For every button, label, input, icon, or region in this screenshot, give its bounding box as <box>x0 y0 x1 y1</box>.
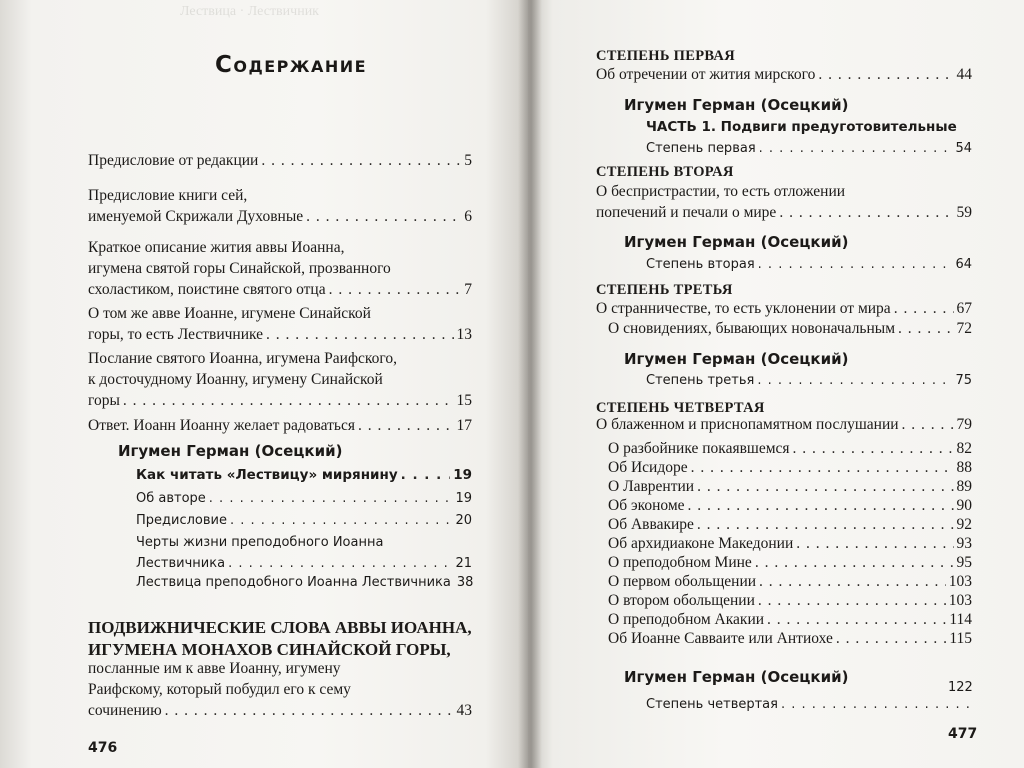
right-page <box>528 0 1024 768</box>
toc-entry[interactable] <box>596 181 972 223</box>
toc-subentry[interactable] <box>646 370 972 391</box>
toc-subentry[interactable] <box>608 628 972 649</box>
toc-page-number: 6 <box>464 208 472 225</box>
section-heading: СТЕПЕНЬ ПЕРВАЯ <box>596 48 735 64</box>
toc-page-number: 103 <box>948 592 972 609</box>
toc-entry[interactable] <box>88 415 472 436</box>
section-heading: СТЕПЕНЬ ТРЕТЬЯ <box>596 282 733 298</box>
toc-page-number: 90 <box>956 497 972 514</box>
toc-page-number: 115 <box>949 630 972 647</box>
toc-page-number: 59 <box>956 204 972 221</box>
toc-entry-text: схоластиком, поистине святого отца <box>88 281 326 298</box>
toc-subentry[interactable] <box>608 533 972 554</box>
section-heading: СТЕПЕНЬ ВТОРАЯ <box>596 164 734 180</box>
toc-entry[interactable] <box>88 237 472 300</box>
toc-subentry[interactable] <box>136 488 472 509</box>
toc-page-number: 88 <box>956 459 972 476</box>
toc-subentry[interactable] <box>136 465 472 486</box>
toc-page-number: 21 <box>455 556 472 571</box>
toc-entry-text: Степень первая <box>646 141 756 156</box>
toc-page-number: 43 <box>456 702 472 719</box>
toc-page-number: 93 <box>956 535 972 552</box>
toc-entry-text: Ответ. Иоанн Иоанну желает радоваться <box>88 417 355 434</box>
toc-entry-text: Предисловие <box>136 513 227 528</box>
toc-entry-text: Степень вторая <box>646 257 755 272</box>
toc-entry-text: Об авторе <box>136 491 206 506</box>
section-heading <box>88 617 472 661</box>
author-heading: Игумен Герман (Осецкий) <box>118 442 343 460</box>
toc-entry[interactable] <box>596 64 972 85</box>
toc-page-number: 17 <box>456 417 472 434</box>
toc-page-number: 75 <box>955 373 972 388</box>
book-gutter <box>518 0 542 768</box>
toc-subentry[interactable] <box>136 572 472 593</box>
toc-page-number: 15 <box>456 392 472 409</box>
toc-page-number: 54 <box>955 141 972 156</box>
toc-entry-text: Раифскому, который побудил его к сему <box>88 681 351 698</box>
toc-entry-text: О блаженном и приснопамятном послушании <box>596 416 899 433</box>
toc-entry-text: Черты жизни преподобного Иоанна <box>136 535 384 550</box>
toc-subentry[interactable] <box>136 532 472 574</box>
left-page: Лествица · Лествичник Содержание Предисловие от редакции . . . 5 Предисловие книги сей, именуемой Скрижали Духовные . . . 6 Краткое описание жития аввы Иоанна, игумена святой горы Синайской, прозванного схоластиком, поистине святого отца . . . 7 О том же авве Иоанне, игумене Синайской горы, то есть Лествичнике . . . 13 Послание святого Иоанна, игумена Раифского, к досточудному Иоанну, игумену Синайской горы . . . 15 Ответ. Иоанн Иоанну желает радоваться . . . 17 Игумен Герман (Осецкий) Как читать «Лествицу» мирянину . . . 19 Об авторе . . . 19 Предисловие . . . 20 Черты жизни преподобного Иоанна Лествичника . . . 21 Лествица преподобного Иоанна Лествичника 38 ПОДВИЖНИЧЕСКИЕ СЛОВА АВВЫ ИОАННА, ИГУМЕНА МОНАХОВ СИНАЙСКОЙ ГОРЫ, посланные им к авве Иоанну, игумену Раифскому, который побудил его к сему сочинению . . . 43 476 <box>0 0 528 768</box>
toc-subentry[interactable] <box>646 138 972 159</box>
page-title: Содержание <box>215 52 368 78</box>
toc-page-number: 82 <box>956 440 972 457</box>
toc-page-number: 64 <box>955 257 972 272</box>
toc-page-number: 89 <box>956 478 972 495</box>
toc-page-number: 122 <box>948 680 973 695</box>
author-heading: Игумен Герман (Осецкий) <box>624 350 849 368</box>
toc-entry-text: Степень четвертая <box>646 697 778 712</box>
toc-page-number: 103 <box>948 573 972 590</box>
toc-page-number: 44 <box>956 66 972 83</box>
toc-entry-text: Как читать «Лествицу» мирянину <box>136 467 398 483</box>
toc-entry-text: Краткое описание жития аввы Иоанна, <box>88 239 345 256</box>
toc-entry-text: Лествица преподобного Иоанна Лествичника <box>136 575 451 590</box>
toc-subentry[interactable] <box>608 609 972 630</box>
toc-subentry[interactable] <box>646 254 972 275</box>
toc-entry-text: О беспристрастии, то есть отложении <box>596 183 846 200</box>
toc-entry-text: сочинению <box>88 702 162 719</box>
toc-subentry[interactable] <box>608 457 972 478</box>
toc-entry-text: к досточудному Иоанну, игумену Синайской <box>88 371 383 388</box>
toc-entry-text: О том же авве Иоанне, игумене Синайской <box>88 305 371 322</box>
toc-subentry[interactable] <box>608 495 972 516</box>
toc-entry-text: попечений и печали о мире <box>596 204 777 221</box>
toc-page-number: 114 <box>949 611 972 628</box>
toc-page-number: 67 <box>956 300 972 317</box>
toc-page-number: 95 <box>956 554 972 571</box>
toc-subentry[interactable] <box>608 514 972 535</box>
toc-entry[interactable] <box>596 414 972 435</box>
toc-entry[interactable] <box>596 298 972 319</box>
toc-entry-text: Предисловие книги сей, <box>88 187 248 204</box>
toc-entry-text: Об Иоанне Савваите или Антиохе <box>608 630 833 647</box>
toc-subentry[interactable] <box>608 590 972 611</box>
toc-entry-text: Об отречении от жития мирского <box>596 66 816 83</box>
toc-page-number: 72 <box>956 320 972 337</box>
part-heading: ЧАСТЬ 1. Подвиги предуготовительные <box>646 119 957 135</box>
toc-entry[interactable] <box>88 150 472 171</box>
toc-subentry[interactable] <box>608 571 972 592</box>
toc-entry[interactable] <box>88 303 472 345</box>
toc-entry-text: Об архидиаконе Македонии <box>608 535 794 552</box>
toc-entry-text: О Лаврентии <box>608 478 695 495</box>
toc-page-number: 7 <box>464 281 472 298</box>
toc-entry-text: О преподобном Акакии <box>608 611 765 628</box>
toc-entry-text: О сновидениях, бывающих новоначальным <box>608 320 896 337</box>
toc-page-number: 19 <box>453 467 472 483</box>
toc-entry-text: О разбойнике покаявшемся <box>608 440 790 457</box>
toc-entry-text: Предисловие от редакции <box>88 152 259 169</box>
toc-entry-text: О первом обольщении <box>608 573 757 590</box>
toc-entry-text: Лествичника <box>136 556 226 571</box>
section-heading-line: ПОДВИЖНИЧЕСКИЕ СЛОВА АВВЫ ИОАННА, <box>88 618 472 637</box>
toc-entry-text: именуемой Скрижали Духовные <box>88 208 304 225</box>
page-number: 477 <box>948 726 978 742</box>
toc-subentry[interactable] <box>608 476 972 497</box>
toc-page-number: 19 <box>455 491 472 506</box>
toc-entry-text: игумена святой горы Синайской, прозванного <box>88 260 391 277</box>
author-heading: Игумен Герман (Осецкий) <box>624 96 849 114</box>
toc-entry-text: Об экономе <box>608 497 685 514</box>
toc-page-number: 13 <box>456 326 472 343</box>
toc-page-number: 79 <box>956 416 972 433</box>
toc-entry-text: горы, то есть Лествичнике <box>88 326 264 343</box>
toc-entry-text: Степень третья <box>646 373 755 388</box>
toc-entry[interactable] <box>88 185 472 227</box>
toc-page-number: 38 <box>456 575 474 590</box>
toc-entry-text: О странничестве, то есть уклонении от мира <box>596 300 891 317</box>
section-heading: СТЕПЕНЬ ЧЕТВЕРТАЯ <box>596 400 765 416</box>
toc-entry-text: О втором обольщении <box>608 592 755 609</box>
toc-entry-text: Послание святого Иоанна, игумена Раифского, <box>88 350 397 367</box>
toc-subentry[interactable] <box>608 438 972 459</box>
toc-entry-text: посланные им к авве Иоанну, игумену <box>88 660 341 677</box>
toc-subentry[interactable] <box>646 694 972 715</box>
page-number: 476 <box>88 740 118 756</box>
toc-entry[interactable] <box>88 658 472 721</box>
toc-page-number: 92 <box>956 516 972 533</box>
toc-subentry[interactable] <box>608 552 972 573</box>
toc-page-number: 20 <box>455 513 472 528</box>
toc-entry[interactable] <box>88 348 472 411</box>
toc-entry-text: О преподобном Мине <box>608 554 752 571</box>
toc-entry-text: Об Аввакире <box>608 516 694 533</box>
section-heading-line: ИГУМЕНА МОНАХОВ СИНАЙСКОЙ ГОРЫ, <box>88 640 451 659</box>
author-heading: Игумен Герман (Осецкий) <box>624 233 849 251</box>
toc-entry-text: Об Исидоре <box>608 459 688 476</box>
toc-subentry[interactable] <box>608 318 972 339</box>
toc-page-number: 5 <box>464 152 472 169</box>
author-heading: Игумен Герман (Осецкий) <box>624 668 849 686</box>
toc-subentry[interactable] <box>136 510 472 531</box>
toc-entry-text: горы <box>88 392 120 409</box>
